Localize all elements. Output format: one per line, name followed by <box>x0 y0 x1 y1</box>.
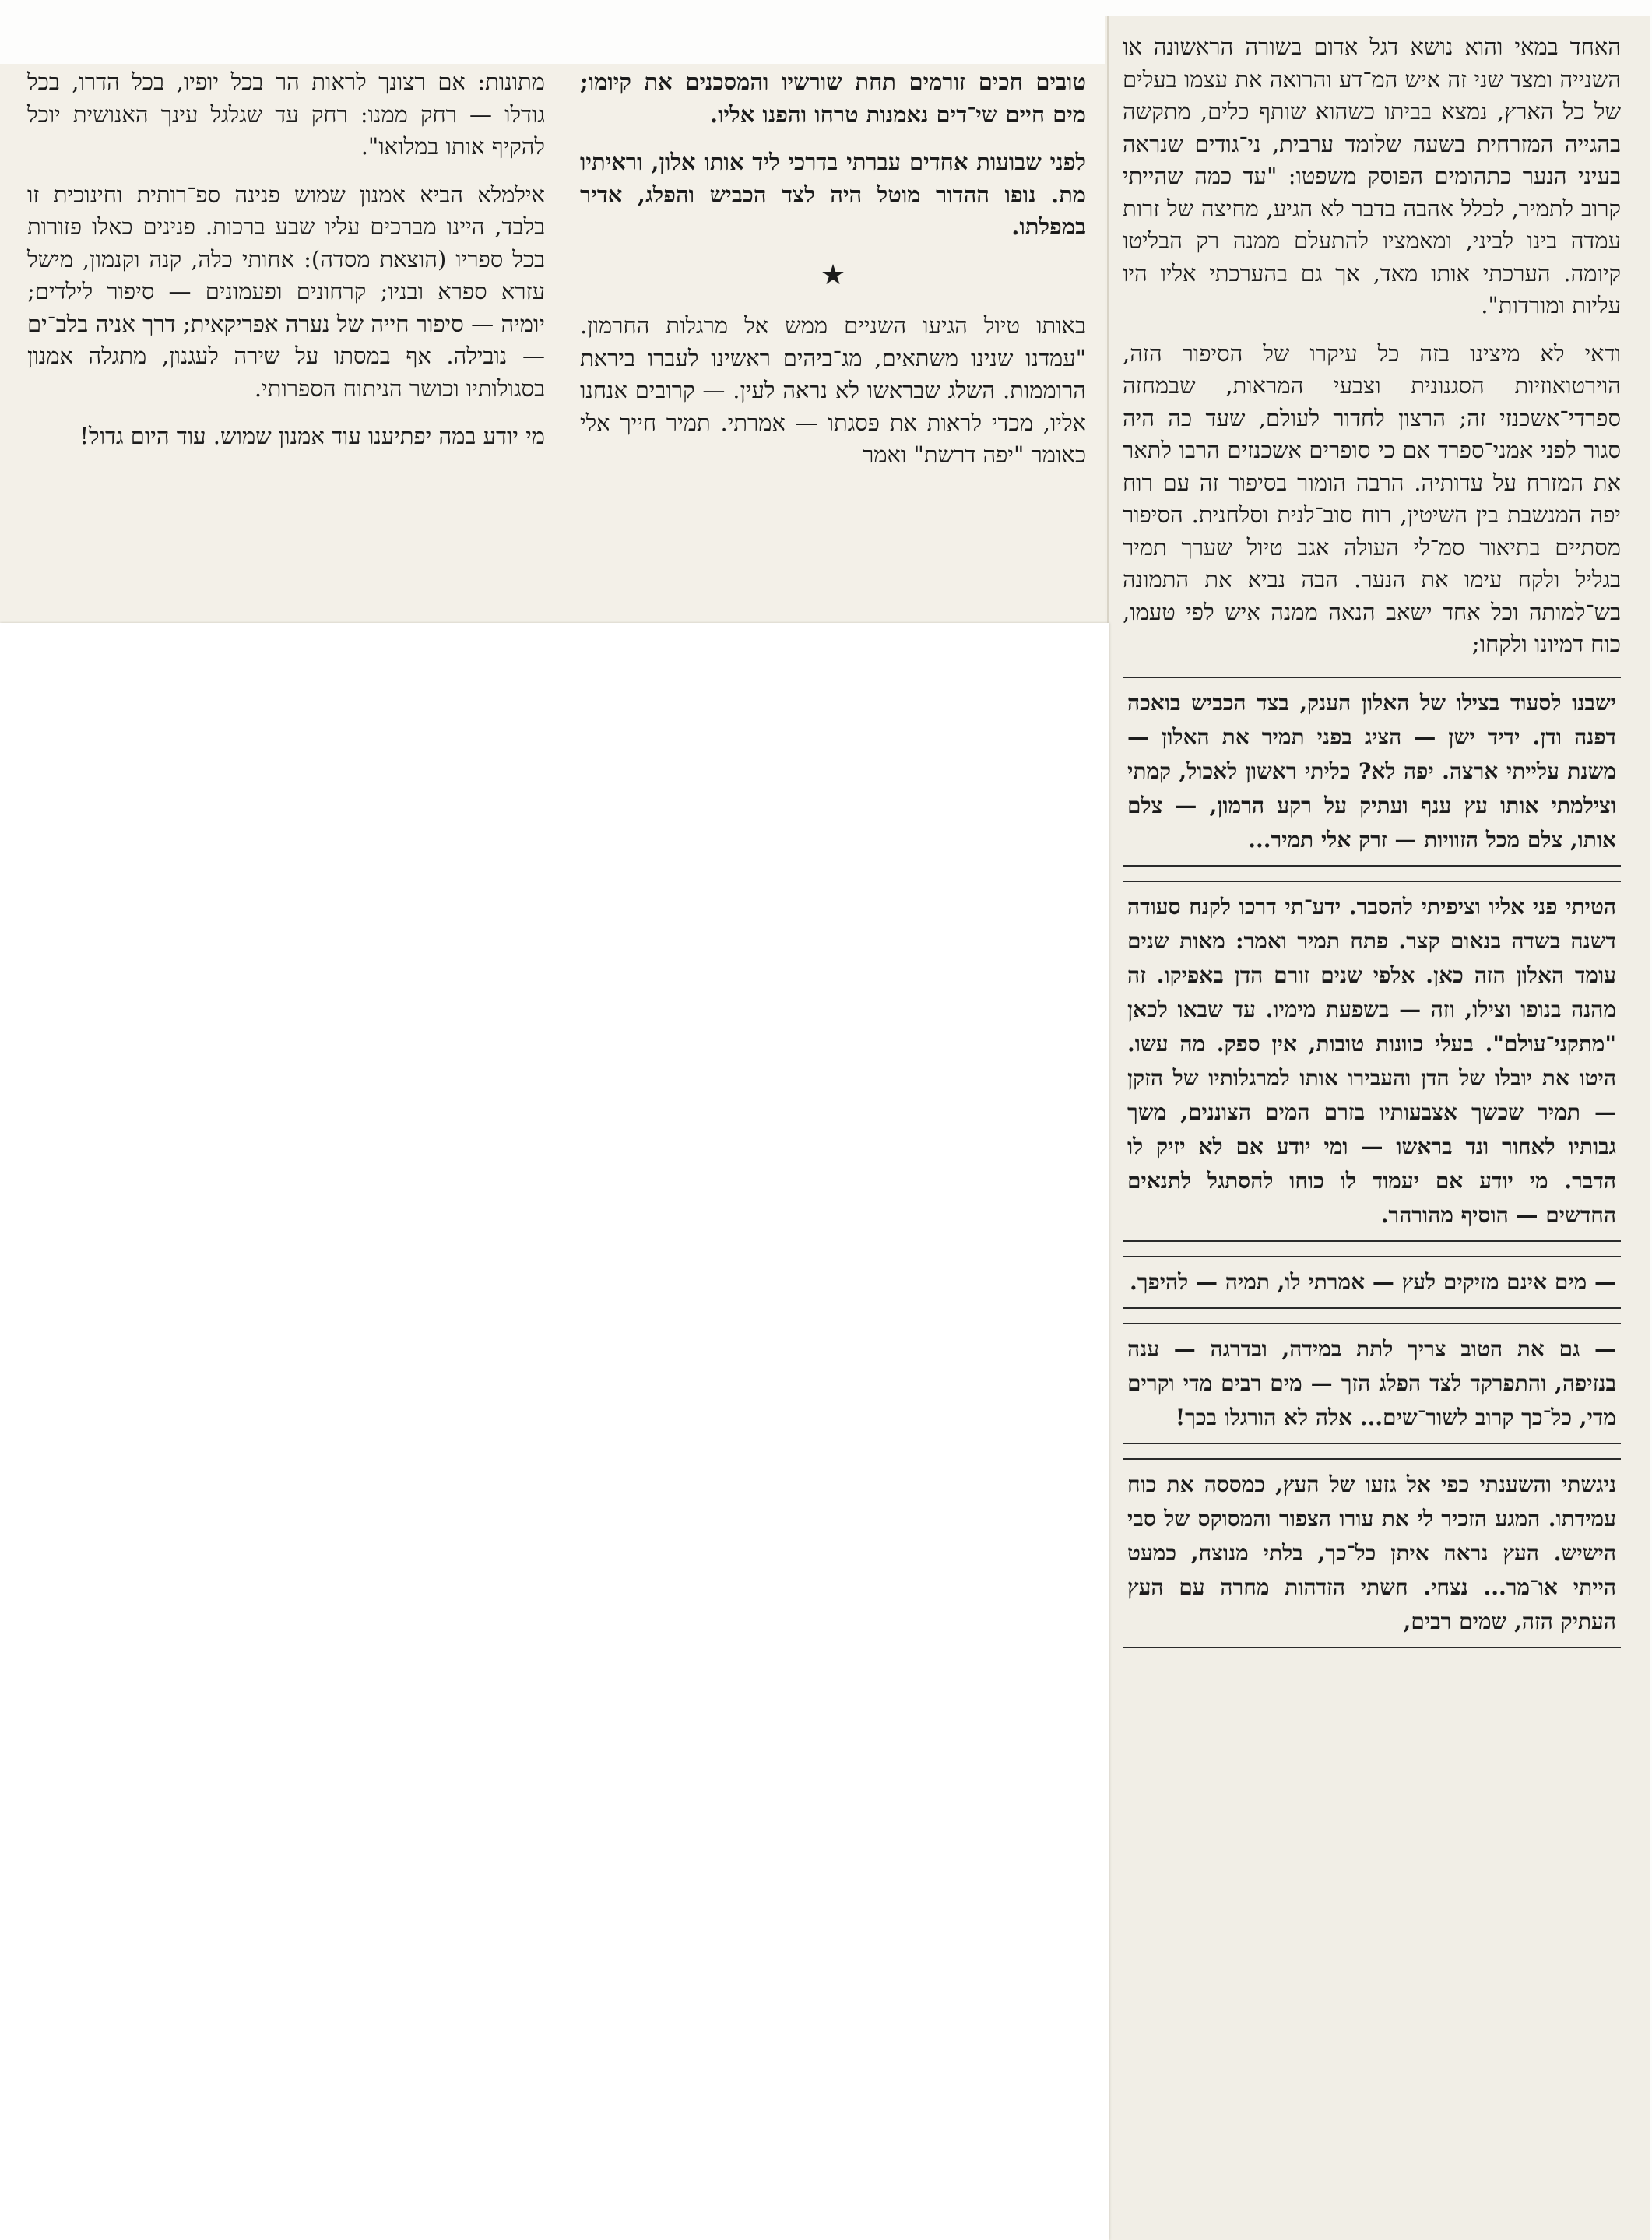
article-column-right <box>1123 31 1621 1662</box>
article-column-middle <box>580 66 1086 487</box>
bold-paragraph: טובים חכים זורמים תחת שורשיו והמסכנים את קיומו; מים חיים שי־דים נאמנות טרחו והפנו אליו. <box>580 69 1086 128</box>
paragraph: מי יודע במה יפתיענו עוד אמנון שמוש. עוד היום גדול! <box>79 423 545 449</box>
bold-paragraph: לפני שבועות אחדים עברתי בדרכי ליד אותו אלון, וראיתיו מת. נופו ההדור מוטל היה לצד הכביש והפלג, אדיר במפלתו. <box>580 149 1086 240</box>
article-column-left <box>27 66 545 469</box>
paragraph: ודאי לא מיצינו בזה כל עיקרו של הסיפור הזה, הוירטואוזיות הסגנונית וצבעי המראות, שבמחזה ספרדי־אשכנזי זה; הרצון לחדור לעולם, שעד כה היה סגור לפני אמני־ספרד אם כי סופרים אשכנזים הרבו לתאר את המזרח על עדותיה. הרבה הומור בסיפור זה עם רוח יפה המנשבת בין השיטין, רוח סוב־לנית וסלחנית. הסיפור מסתיים בתיאור סמ־לי העולה אגב טיול שערך תמיר בגליל ולקח עימו את הנער. הבה נביא את התמונה בש־למותה וכל אחד ישאב הנאה ממנה איש לפי טעמו, כוח דמיונו ולקחו; <box>1123 339 1621 657</box>
quoted-box: — מים אינם מזיקים לעץ — אמרתי לו, תמיה — להיפך. <box>1123 1256 1621 1309</box>
star-separator: ★ <box>820 258 846 291</box>
quoted-box: הטיתי פני אליו וציפיתי להסבר. ידע־תי דרכו לקנח סעודה דשנה בשדה בנאום קצר. פתח תמיר ואמר: מאות שנים עומד האלון הזה כאן. אלפי שנים זורם הדן באפיקו. זה מהנה בנופו וצילו, וזה — בשפעת מימיו. עד שבאו לכאן "מתקני־עולם". בעלי כוונות טובות, אין ספק. מה עשו. היטו את יובלו של הדן והעבירו אותו למרגלותיו של הזקן — תמיר שכשך אצבעותיו בזרם המים הצוננים, משך גבותיו לאחור ונד בראשו — ומי יודע אם לא יזיק לו הדבר. מי יודע אם יעמוד לו כוחו להסתגל לתנאים החדשים — הוסיף מהורהר. <box>1123 881 1621 1242</box>
quoted-box: — גם את הטוב צריך לתת במידה, ובדרגה — ענה בנזיפה, והתפרקד לצד הפלג הזך — מים רבים מדי וקרים מדי, כל־כך קרוב לשור־שים... אלה לא הורגלו בכך! <box>1123 1323 1621 1444</box>
paragraph: באותו טיול הגיעו השניים ממש אל מרגלות החרמון. "עמדנו שנינו משתאים, מג־ביהים ראשינו לעברו ביראת הרוממות. השלג שבראשו לא נראה לעין. — קרובים אנחנו אליו, מכדי לראות את פסגתו — אמרתי. תמיר חייך אלי כאומר "יפה דרשת" ואמר <box>580 312 1086 468</box>
blank-paper-overlay <box>0 623 1109 2240</box>
paragraph: מתונות: אם רצונך לראות הר בכל יופיו, בכל הדרו, בכל גודלו — רחק ממנו: רחק עד שגלגל עינך האנושית יוכל להקיף אותו במלואו". <box>27 69 545 160</box>
quoted-box: ישבנו לסעוד בצילו של האלון הענק, בצד הכביש בואכה דפנה ודן. ידיד ישן — הציג בפני תמיר את האלון — משנת עלייתי ארצה. יפה לא? כליתי ראשון לאכול, קמתי וצילמתי אותו עץ ענף ועתיק על רקע הרמון, — צלם אותו, צלם מכל הזוויות — זרק אלי תמיר... <box>1123 677 1621 867</box>
quoted-box: ניגשתי והשענתי כפי אל גזעו של העץ, כמססה את כוח עמידתו. המגע הזכיר לי את עורו הצפור והמסוקס של סבי הישיש. העץ נראה איתן כל־כך, בלתי מנוצח, כמעט הייתי או־מר... נצחי. חשתי הזדהות מחרה עם העץ העתיק הזה, שמים רבים, <box>1123 1458 1621 1648</box>
paragraph: האחד במאי והוא נושא דגל אדום בשורה הראשונה או השנייה ומצד שני זה איש המ־דע והרואה את עצמו בעלים של כל הארץ, נמצא בביתו כשהוא שותף כלים, מתקשה בהגייה המזרחית בשעה שלומד ערבית, ני־גודים שנראה בעיני הנער כתהומים הפוסק משפטו: "עד כמה שהייתי קרוב לתמיר, לכלל אהבה בדבר לא הגיע, מחיצה של זרות עמדה בינו לביני, ומאמציו להתעלם ממנה רק הבליטו קיומה. הערכתי אותו מאד, אך גם בהערכתי אליו היו עליות ומורדות". <box>1123 33 1621 318</box>
paragraph: אילמלא הביא אמנון שמוש פנינה ספ־רותית וחינוכית זו בלבד, היינו מברכים עליו שבע ברכות. פנינים כאלו פזורות בכל ספריו (הוצאת מסדה): אחותי כלה, קנה וקנמון, מישל עזרא ספרא ובניו; קרחונים ופעמונים — סיפור לילדים; יומיה — סיפור חייה של נערה אפריקאית; דרך אניה בלב־ים — נובילה. אף במסתו על שירה לעגנון, מתגלה אמנון בסגולותיו וכושר הניתוח הספרותי. <box>27 181 545 402</box>
